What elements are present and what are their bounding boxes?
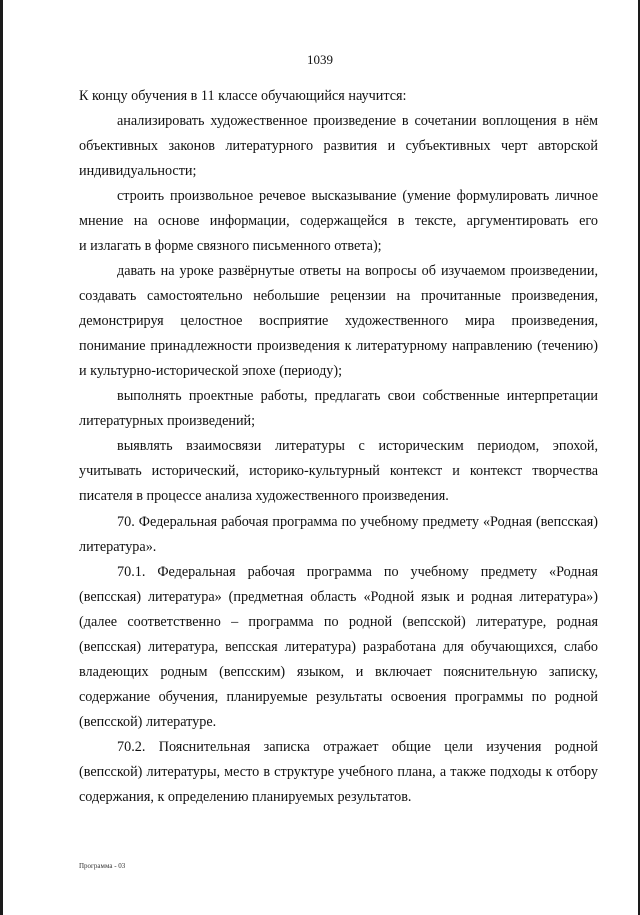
text-line: литература». [79, 539, 157, 555]
text-line: индивидуальности; [79, 163, 197, 179]
text-line: понимание принадлежности произведения к литературному направлению (течению) [79, 338, 598, 354]
text-line: мнение на основе информации, содержащейся в тексте, аргументировать его [79, 213, 598, 229]
text-line: учитывать исторический, историко-культурный контекст и контекст творчества [79, 463, 598, 479]
text-line: и излагать в форме связного письменного ответа); [79, 238, 382, 254]
scan-edge-left [0, 0, 3, 915]
text-line: создавать самостоятельно небольшие рецензии на прочитанные произведения, [79, 288, 598, 304]
text-line: (вепсской) литературы, место в структуре учебного плана, а также подходы к отбору [79, 764, 598, 780]
text-line: выявлять взаимосвязи литературы с историческим периодом, эпохой, [117, 438, 598, 454]
text-line: литературных произведений; [79, 413, 256, 429]
text-line: демонстрируя целостное восприятие художественного мира произведения, [79, 313, 598, 329]
text-line: содержание обучения, планируемые результаты освоения программы по родной [79, 689, 598, 705]
text-line: писателя в процессе анализа художественного произведения. [79, 488, 449, 504]
text-line: строить произвольное речевое высказывание (умение формулировать личное [117, 188, 598, 204]
text-line: 70. Федеральная рабочая программа по учебному предмету «Родная (вепсская) [117, 514, 598, 530]
text-line: 70.1. Федеральная рабочая программа по учебному предмету «Родная [117, 564, 598, 580]
page-number: 1039 [307, 52, 333, 67]
text-line: и культурно-исторической эпохе (периоду); [79, 363, 343, 379]
text-line: (вепсской) литературе. [79, 714, 217, 730]
text-line: анализировать художественное произведение в сочетании воплощения в нём [117, 113, 598, 129]
text-line: владеющих родным (вепсским) языком, и включает пояснительную записку, [79, 664, 598, 680]
text-line: давать на уроке развёрнутые ответы на вопросы об изучаемом произведении, [117, 263, 598, 279]
text-line: (вепсская) литература, вепсская литература) разработана для обучающихся, слабо [79, 639, 598, 655]
text-line: (вепсская) литература» (предметная область «Родной язык и родная литература») [79, 589, 598, 605]
text-line: К концу обучения в 11 классе обучающийся научится: [79, 88, 407, 104]
text-line: выполнять проектные работы, предлагать свои собственные интерпретации [117, 388, 598, 404]
footer-label: Программа - 03 [79, 862, 126, 870]
text-line: объективных законов литературного развития и субъективных черт авторской [79, 138, 598, 154]
text-line: 70.2. Пояснительная записка отражает общие цели изучения родной [117, 739, 598, 755]
text-line: (далее соответственно – программа по родной (вепсской) литературе, родная [79, 614, 598, 630]
text-line: содержания, к определению планируемых результатов. [79, 789, 412, 805]
